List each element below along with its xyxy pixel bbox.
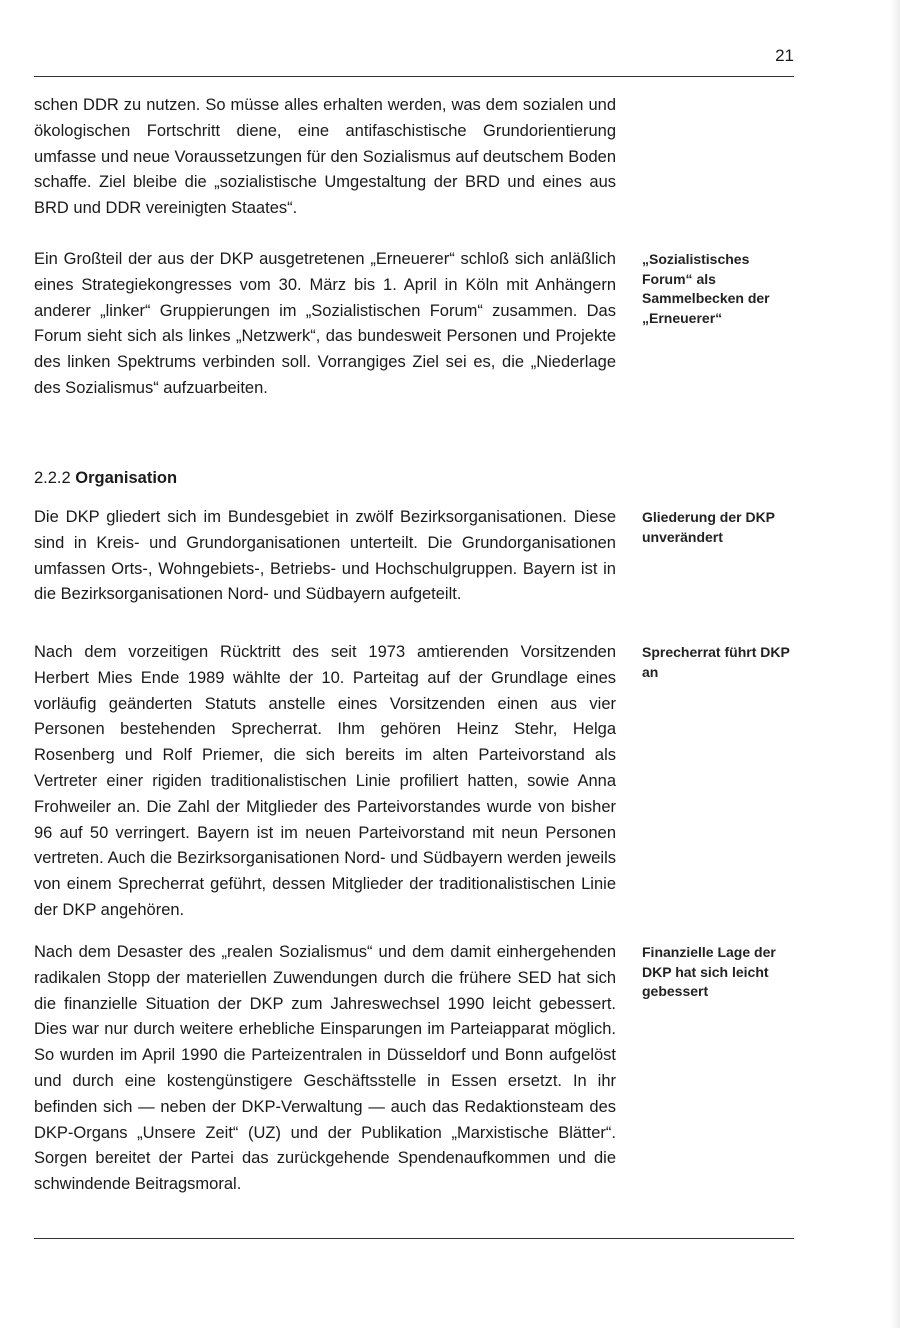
margin-note-finanzen: Finanzielle Lage der DKP hat sich leicht gebessert bbox=[642, 944, 776, 999]
section-number: 2.2.2 bbox=[34, 469, 71, 487]
section-title: Organisation bbox=[75, 469, 178, 487]
paragraph-finanzielle-lage: Nach dem Desaster des „realen Sozialismus“ und dem damit einhergehenden radikalen Stopp der materiellen Zuwendungen durch die frühere SED hat sich die finanzielle Situation der DKP zum Jahreswechsel 1990 leicht gebessert. Dies war nur durch weitere erhebliche Einsparungen im Parteiapparat möglich. So wurden im April 1990 die Parteizentralen in Düsseldorf und Bonn aufgelöst und durch eine kostengünstigere Geschäftsstelle in Essen ersetzt. In ihr befinden sich — neben der DKP-Verwaltung — auch das Redaktionsteam des DKP-Organs „Unsere Zeit“ (UZ) und der Publikation „Marxistische Blätter“. Sorgen bereitet der Partei das zurückgehende Spendenaufkommen und die schwindende Beitragsmoral. bbox=[34, 943, 616, 1194]
margin-note-sprecherrat: Sprecherrat führt DKP an bbox=[642, 644, 790, 680]
paragraph-ddr-continuation: schen DDR zu nutzen. So müsse alles erhalten werden, was dem sozialen und ökologischen Fortschritt diene, eine antifaschistische Grundorientierung umfasse und neue Voraussetzungen für den Sozialismus auf deutschem Boden schaffe. Ziel bleibe die „sozialistische Umgestaltung der BRD und eines aus BRD und DDR vereinigten Staates“. bbox=[34, 96, 616, 218]
page-number: 21 bbox=[775, 46, 794, 65]
page-edge bbox=[890, 0, 900, 1328]
margin-note-gliederung: Gliederung der DKP unverändert bbox=[642, 509, 775, 545]
section-heading bbox=[34, 466, 616, 490]
margin-note-forum: „Sozialistisches Forum“ als Sammelbecken der „Erneuerer“ bbox=[642, 251, 770, 326]
paragraph-gliederung: Die DKP gliedert sich im Bundesgebiet in zwölf Bezirksorganisationen. Diese sind in Kreis- und Grundorganisationen unterteilt. Die Grundorganisationen umfassen Orts-, Wohngebiets-, Betriebs- und Hochschulgruppen. Bayern ist in die Bezirksorganisationen Nord- und Südbayern aufgeteilt. bbox=[34, 508, 616, 604]
paragraph-sprecherrat: Nach dem vorzeitigen Rücktritt des seit 1973 amtierenden Vorsitzenden Herbert Mies Ende 1989 wählte der 10. Parteitag auf der Grundlage eines vorläufig geänderten Statuts anstelle eines Vorsitzenden einen aus vier Personen bestehenden Sprecherrat. Ihm gehören Heinz Stehr, Helga Rosenberg und Rolf Priemer, die sich bereits im alten Parteivorstand als Vertreter einer rigiden traditionalistischen Linie profiliert hatten, sowie Anna Frohweiler an. Die Zahl der Mitglieder des Parteivorstandes wurde von bisher 96 auf 50 verringert. Bayern ist im neuen Parteivorstand mit neun Personen vertreten. Auch die Bezirksorganisationen Nord- und Südbayern werden jeweils von einem Sprecherrat geführt, dessen Mitglieder der traditionalistischen Linie der DKP angehören. bbox=[34, 643, 616, 919]
footer-rule bbox=[34, 1238, 794, 1239]
header-rule bbox=[34, 76, 794, 77]
paragraph-sozialistisches-forum: Ein Großteil der aus der DKP ausgetretenen „Erneuerer“ schloß sich anläßlich eines Strategiekongresses vom 30. März bis 1. April in Köln mit Anhängern anderer „linker“ Gruppierungen im „Sozialistischen Forum“ zusammen. Das Forum sieht sich als linkes „Netzwerk“, das bundesweit Personen und Projekte des linken Spektrums verbinden soll. Vorrangiges Ziel sei es, die „Niederlage des Sozialismus“ aufzuarbeiten. bbox=[34, 250, 616, 397]
